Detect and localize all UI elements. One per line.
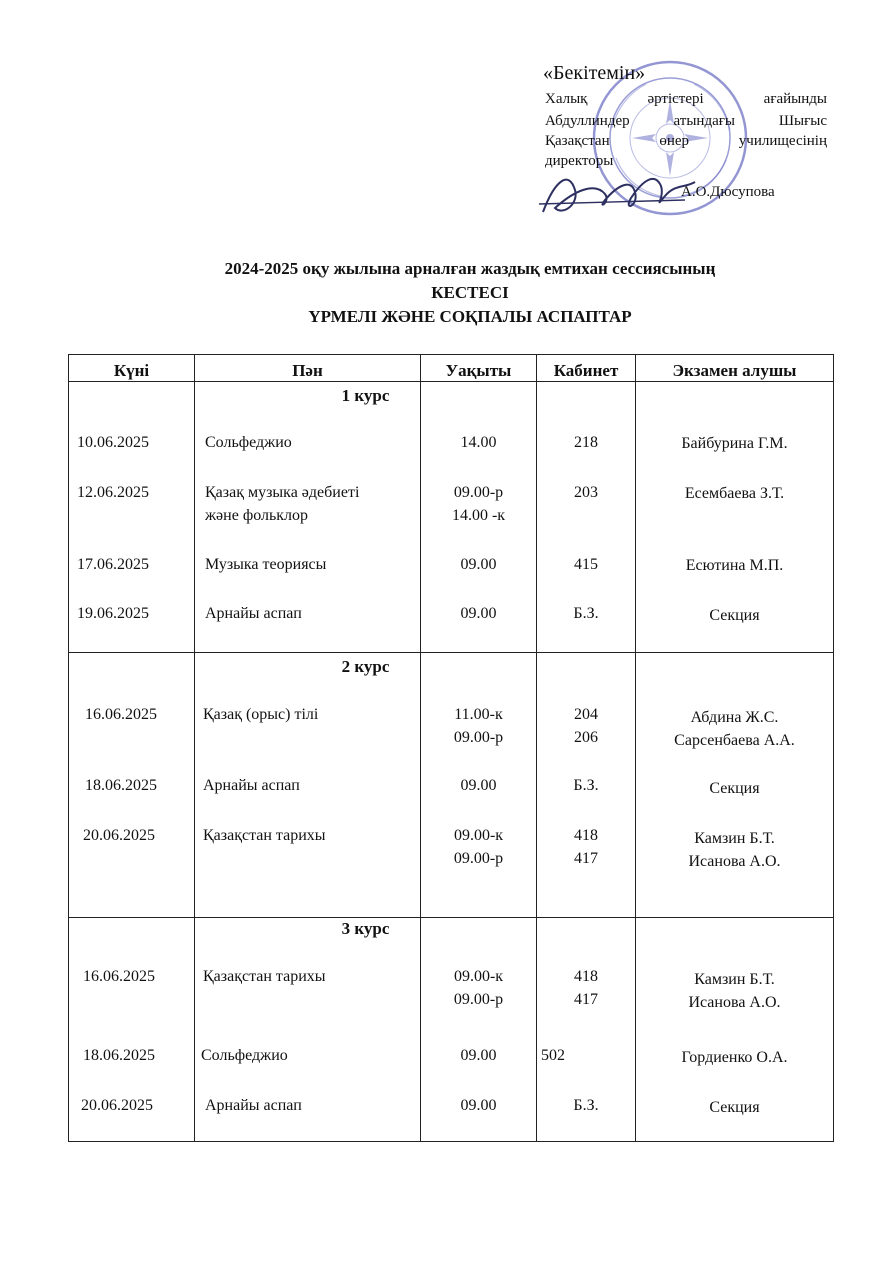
course-label: 1 курс <box>341 386 390 405</box>
time-cell: 09.00 <box>460 1097 497 1114</box>
header-room: Кабинет <box>553 361 619 380</box>
time-cell: 09.00 <box>460 556 497 573</box>
time-cell: 09.00-к <box>453 827 504 844</box>
time-cell-line2: 09.00-р <box>453 729 504 746</box>
examiner-cell-line2: Исанова А.О. <box>688 853 781 870</box>
room-cell: 204 <box>574 706 598 723</box>
document-subtitle: ҮРМЕЛІ ЖӘНЕ СОҚПАЛЫ АСПАПТАР <box>308 307 632 326</box>
examiner-cell: Есембаева З.Т. <box>684 485 785 502</box>
approval-line: Абдуллиндер атындағы Шығыс <box>545 113 827 129</box>
header-time: Уақыты <box>445 361 512 380</box>
date-cell: 18.06.2025 <box>83 1047 155 1064</box>
date-cell: 18.06.2025 <box>85 777 157 794</box>
room-cell-line2: 206 <box>574 729 598 746</box>
subject-cell: Қазақ (орыс) тілі <box>203 706 319 723</box>
header-subject: Пән <box>292 361 323 380</box>
room-cell: 203 <box>574 484 598 501</box>
header-date: Күні <box>113 361 150 380</box>
examiner-cell: Секция <box>709 1099 760 1116</box>
course-label: 3 курс <box>341 919 390 938</box>
subject-cell: Арнайы аспап <box>205 1097 302 1114</box>
subject-cell: Қазақ музыка әдебиеті <box>205 484 360 501</box>
time-cell-line2: 09.00-р <box>453 850 504 867</box>
document-title: 2024-2025 оқу жылына арналған жаздық емтихан сессиясының <box>224 259 716 278</box>
subject-cell: Қазақстан тарихы <box>203 968 326 985</box>
examiner-cell: Гордиенко О.А. <box>681 1049 788 1066</box>
time-cell-line2: 09.00-р <box>453 991 504 1008</box>
approval-line: Халық әртістері ағайынды <box>545 91 827 107</box>
time-cell-line2: 14.00 -к <box>451 507 506 524</box>
date-cell: 16.06.2025 <box>85 706 157 723</box>
room-cell: Б.З. <box>573 777 599 794</box>
room-cell-line2: 417 <box>574 850 598 867</box>
date-cell: 19.06.2025 <box>77 605 149 622</box>
date-cell: 17.06.2025 <box>77 556 149 573</box>
examiner-cell: Камзин Б.Т. <box>694 830 775 847</box>
examiner-cell-line2: Сарсенбаева А.А. <box>674 732 795 749</box>
examiner-cell: Абдина Ж.С. <box>690 709 779 726</box>
examiner-cell: Секция <box>709 780 760 797</box>
subject-cell: Арнайы аспап <box>205 605 302 622</box>
time-cell: 09.00-р <box>453 484 504 501</box>
subject-cell: Арнайы аспап <box>203 777 300 794</box>
time-cell: 09.00 <box>460 605 497 622</box>
room-cell: Б.З. <box>573 605 599 622</box>
date-cell: 10.06.2025 <box>77 434 149 451</box>
exam-schedule-table <box>68 354 834 1142</box>
examiner-cell-line2: Исанова А.О. <box>688 994 781 1011</box>
time-cell: 11.00-к <box>454 706 503 723</box>
room-cell: 218 <box>574 434 598 451</box>
examiner-cell: Есютина М.П. <box>685 557 784 574</box>
examiner-cell: Секция <box>709 607 760 624</box>
room-cell: 415 <box>574 556 598 573</box>
room-cell: 502 <box>541 1047 565 1064</box>
approval-line: Қазақстан өнер училищесінің <box>545 133 827 149</box>
examiner-cell: Байбурина Г.М. <box>681 435 788 452</box>
room-cell: 418 <box>574 968 598 985</box>
approval-heading: «Бекітемін» <box>543 62 646 84</box>
room-cell: Б.З. <box>573 1097 599 1114</box>
subject-cell: Музыка теориясы <box>205 556 327 573</box>
date-cell: 20.06.2025 <box>81 1097 153 1114</box>
time-cell: 09.00 <box>460 1047 497 1064</box>
time-cell: 14.00 <box>460 434 497 451</box>
time-cell: 09.00 <box>460 777 497 794</box>
date-cell: 12.06.2025 <box>77 484 149 501</box>
examiner-cell: Камзин Б.Т. <box>694 971 775 988</box>
date-cell: 16.06.2025 <box>83 968 155 985</box>
course-label: 2 курс <box>341 657 390 676</box>
time-cell: 09.00-к <box>453 968 504 985</box>
room-cell: 418 <box>574 827 598 844</box>
room-cell-line2: 417 <box>574 991 598 1008</box>
approval-line: директоры <box>545 153 614 169</box>
subject-cell: Сольфеджио <box>205 434 292 451</box>
signatory-name: А.О.Дюсупова <box>681 184 775 200</box>
date-cell: 20.06.2025 <box>83 827 155 844</box>
subject-cell: Қазақстан тарихы <box>203 827 326 844</box>
document-title-kestesi: КЕСТЕСІ <box>431 283 509 302</box>
subject-cell: Сольфеджио <box>201 1047 288 1064</box>
header-examiner: Экзамен алушы <box>672 361 797 380</box>
subject-cell-line2: және фольклор <box>205 507 309 524</box>
